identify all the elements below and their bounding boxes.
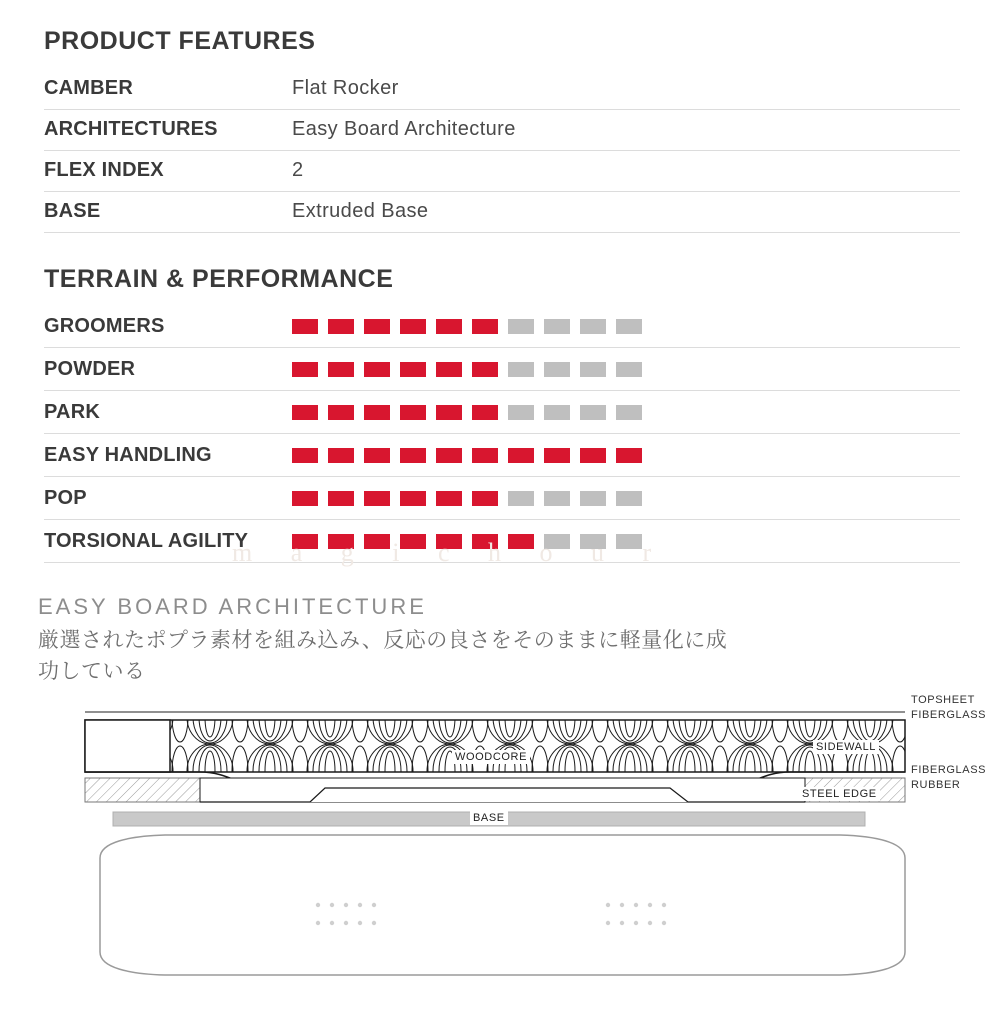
- table-row: [44, 391, 960, 434]
- rating-block-filled: [472, 319, 498, 334]
- rating-block-filled: [436, 362, 462, 377]
- rating-block-filled: [328, 405, 354, 420]
- rating-block-filled: [364, 405, 390, 420]
- rating-block-empty: [544, 319, 570, 334]
- rating-block-empty: [616, 491, 642, 506]
- rating-block-filled: [544, 448, 570, 463]
- rating-block-empty: [580, 491, 606, 506]
- diagram-svg: [0, 690, 1005, 1005]
- spec-key: BASE: [44, 191, 292, 232]
- table-row: [44, 191, 960, 232]
- rating-block-empty: [508, 319, 534, 334]
- terrain-label: GROOMERS: [44, 305, 292, 348]
- rating-block-filled: [328, 319, 354, 334]
- rating-blocks: [292, 434, 960, 476]
- architecture-heading: EASY BOARD ARCHITECTURE: [38, 594, 427, 619]
- rating-block-empty: [544, 405, 570, 420]
- table-row: [44, 150, 960, 191]
- product-features-heading: PRODUCT FEATURES: [44, 27, 316, 55]
- rating-block-filled: [436, 319, 462, 334]
- rating-block-filled: [364, 319, 390, 334]
- table-row: [44, 68, 960, 109]
- rating-block-filled: [328, 448, 354, 463]
- rating-block-filled: [436, 405, 462, 420]
- terrain-label: POP: [44, 477, 292, 520]
- rating-block-filled: [436, 491, 462, 506]
- rating-block-filled: [292, 362, 318, 377]
- terrain-label: EASY HANDLING: [44, 434, 292, 477]
- board-outline-topdown: [100, 835, 905, 975]
- rating-block-filled: [328, 362, 354, 377]
- rating-block-filled: [400, 448, 426, 463]
- product-features-table: [44, 68, 960, 233]
- terrain-performance-table: [44, 305, 960, 563]
- callout-fiberglass-rubber: FIBERGLASS RUBBER: [911, 764, 987, 791]
- rating-block-filled: [436, 448, 462, 463]
- rating-block-filled: [616, 448, 642, 463]
- callout-topsheet-fiberglass: TOPSHEET FIBERGLASS: [911, 694, 987, 721]
- label-base: BASE: [470, 811, 508, 825]
- spec-key: FLEX INDEX: [44, 150, 292, 191]
- label-steel-edge: STEEL EDGE: [799, 787, 880, 801]
- rating-block-empty: [544, 491, 570, 506]
- watermark-text: m a g i c h o u r: [232, 538, 668, 567]
- rating-block-filled: [472, 448, 498, 463]
- rating-block-filled: [292, 405, 318, 420]
- spec-value: Extruded Base: [292, 191, 960, 232]
- terrain-label: POWDER: [44, 348, 292, 391]
- terrain-rating-meter: [292, 391, 960, 434]
- rating-block-filled: [364, 362, 390, 377]
- rating-block-empty: [508, 405, 534, 420]
- table-row: [44, 109, 960, 150]
- rating-block-filled: [292, 319, 318, 334]
- rating-block-filled: [292, 491, 318, 506]
- spec-value: 2: [292, 150, 960, 191]
- rating-block-empty: [580, 362, 606, 377]
- rating-block-filled: [580, 448, 606, 463]
- terrain-performance-heading: TERRAIN & PERFORMANCE: [44, 265, 394, 293]
- core-nose-block: [85, 720, 170, 772]
- rating-block-empty: [508, 362, 534, 377]
- architecture-description: 厳選されたポプラ素材を組み込み、反応の良さをそのままに軽量化に成功している: [38, 629, 728, 683]
- terrain-rating-meter: [292, 348, 960, 391]
- board-construction-diagram: [0, 690, 1005, 1005]
- rating-blocks: [292, 348, 960, 390]
- terrain-rating-meter: [292, 305, 960, 348]
- rating-block-filled: [472, 491, 498, 506]
- terrain-rating-meter: [292, 434, 960, 477]
- woodcore-shape: [85, 720, 905, 772]
- spec-value: Easy Board Architecture: [292, 109, 960, 150]
- rating-block-empty: [580, 405, 606, 420]
- rating-block-filled: [364, 448, 390, 463]
- spec-key: CAMBER: [44, 68, 292, 109]
- rating-block-empty: [580, 319, 606, 334]
- rating-block-filled: [472, 405, 498, 420]
- rating-block-filled: [364, 491, 390, 506]
- table-row: [44, 434, 960, 477]
- label-woodcore: WOODCORE: [452, 750, 530, 764]
- table-row: [44, 305, 960, 348]
- rating-blocks: [292, 305, 960, 347]
- table-row: [44, 348, 960, 391]
- rating-block-filled: [400, 405, 426, 420]
- terrain-rating-meter: [292, 477, 960, 520]
- rating-block-filled: [508, 448, 534, 463]
- rating-blocks: [292, 391, 960, 433]
- rating-block-empty: [616, 405, 642, 420]
- rating-block-empty: [544, 362, 570, 377]
- rating-block-filled: [292, 448, 318, 463]
- rating-block-empty: [616, 362, 642, 377]
- terrain-label: PARK: [44, 391, 292, 434]
- spec-key: ARCHITECTURES: [44, 109, 292, 150]
- spec-value: Flat Rocker: [292, 68, 960, 109]
- terrain-label: TORSIONAL AGILITY: [44, 520, 292, 563]
- rating-block-filled: [400, 319, 426, 334]
- rating-blocks: [292, 477, 960, 519]
- rating-block-filled: [400, 491, 426, 506]
- rating-block-filled: [328, 491, 354, 506]
- label-sidewall: SIDEWALL: [813, 740, 879, 754]
- rating-block-filled: [400, 362, 426, 377]
- rating-block-empty: [616, 319, 642, 334]
- table-row: [44, 477, 960, 520]
- rating-block-empty: [508, 491, 534, 506]
- rating-block-filled: [472, 362, 498, 377]
